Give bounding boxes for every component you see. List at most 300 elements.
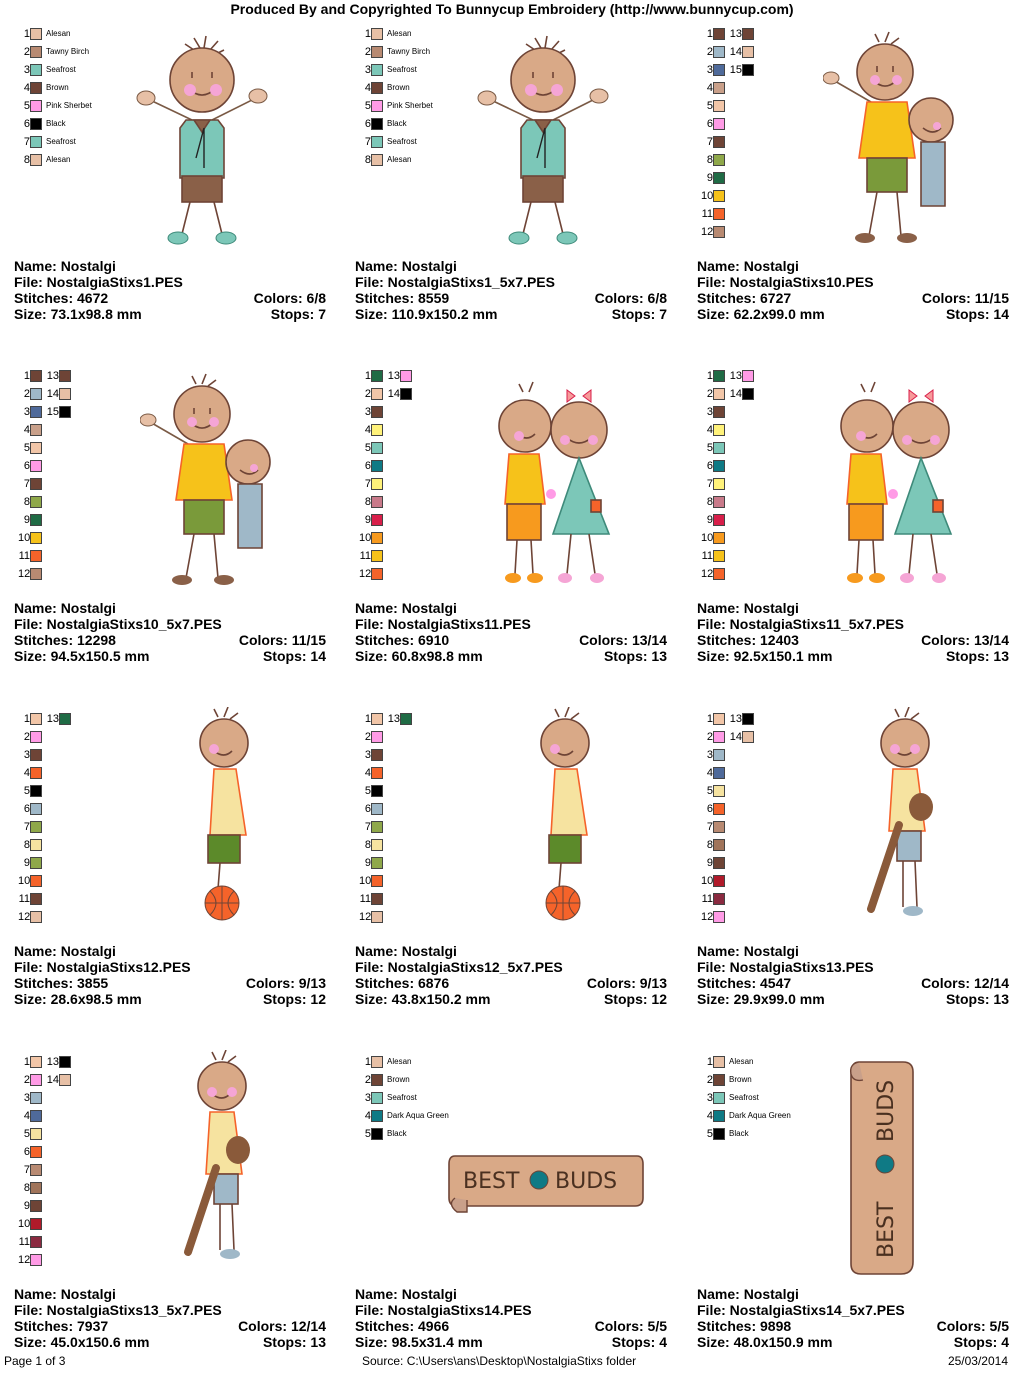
color-number: 14 — [729, 388, 742, 400]
color-number: 5 — [364, 100, 371, 112]
design-artwork — [140, 372, 290, 597]
design-colors: 6/8 — [306, 290, 326, 306]
design-stitches-line — [697, 632, 1009, 648]
color-number: 10 — [701, 875, 714, 887]
design-size-line — [14, 1334, 326, 1350]
color-swatch — [713, 821, 725, 833]
color-swatch — [371, 370, 383, 382]
color-swatch — [30, 731, 42, 743]
design-stitches-line — [355, 975, 667, 991]
color-number: 11 — [701, 893, 713, 905]
color-name: Brown — [46, 83, 69, 92]
color-number: 1 — [706, 28, 713, 40]
color-number: 2 — [706, 731, 713, 743]
color-swatch — [713, 1056, 725, 1068]
color-name: Black — [46, 119, 66, 128]
color-swatch — [30, 424, 42, 436]
size-label: Size: — [697, 991, 734, 1007]
color-swatch — [30, 100, 42, 112]
design-name: Nostalgi — [401, 1286, 457, 1302]
color-number: 7 — [364, 136, 371, 148]
color-number: 5 — [706, 1128, 713, 1140]
color-number: 7 — [706, 821, 713, 833]
design-file-line — [14, 274, 326, 290]
color-number: 3 — [706, 64, 713, 76]
design-name: Nostalgi — [401, 600, 457, 616]
color-swatch — [59, 388, 71, 400]
color-swatch — [713, 857, 725, 869]
design-name: Nostalgi — [60, 1286, 116, 1302]
color-name: Alesan — [729, 1057, 754, 1066]
file-label: File: — [355, 959, 388, 975]
design-name-line — [697, 258, 1009, 274]
color-swatch — [30, 550, 42, 562]
design-artwork — [479, 374, 629, 599]
colors-label: Colors: — [921, 632, 974, 648]
stops-label: Stops: — [603, 991, 652, 1007]
stops-label: Stops: — [953, 1334, 1002, 1350]
color-swatch — [371, 893, 383, 905]
design-artwork — [821, 374, 971, 599]
design-artwork — [176, 1050, 266, 1275]
file-label: File: — [697, 274, 730, 290]
color-number: 15 — [46, 406, 59, 418]
color-number: 12 — [701, 568, 714, 580]
design-colors: 11/15 — [974, 290, 1009, 306]
color-swatch — [713, 460, 725, 472]
color-number: 2 — [706, 1074, 713, 1086]
color-number: 14 — [729, 46, 742, 58]
color-swatch — [30, 1254, 42, 1266]
design-stops: 13 — [310, 1334, 326, 1350]
color-swatch — [59, 713, 71, 725]
color-name: Alesan — [46, 29, 71, 38]
color-swatch — [713, 136, 725, 148]
design-info — [355, 600, 667, 664]
color-swatch — [30, 713, 42, 725]
design-file-line — [697, 1302, 1009, 1318]
design-info — [14, 1286, 326, 1350]
design-name: Nostalgi — [743, 600, 799, 616]
color-number: 6 — [23, 118, 30, 130]
color-swatch — [713, 1074, 725, 1086]
color-swatch — [713, 226, 725, 238]
design-size-line — [14, 306, 326, 322]
design-name-line — [355, 943, 667, 959]
color-number: 13 — [387, 370, 400, 382]
color-name: Black — [729, 1129, 749, 1138]
color-swatch — [742, 388, 754, 400]
design-stitches-line — [355, 1318, 667, 1334]
color-number: 4 — [364, 424, 371, 436]
color-number: 4 — [23, 424, 30, 436]
name-label: Name: — [697, 600, 744, 616]
color-swatch — [713, 478, 725, 490]
color-swatch — [713, 550, 725, 562]
design-file-line — [355, 1302, 667, 1318]
color-number: 8 — [23, 839, 30, 851]
color-number: 14 — [46, 1074, 59, 1086]
color-swatch — [742, 370, 754, 382]
color-swatch — [371, 64, 383, 76]
color-swatch — [713, 100, 725, 112]
color-name: Seafrost — [729, 1093, 759, 1102]
colors-label: Colors: — [594, 290, 648, 306]
design-artwork — [859, 707, 949, 932]
color-number: 5 — [23, 442, 30, 454]
color-swatch — [371, 532, 383, 544]
design-name-line — [697, 600, 1009, 616]
color-swatch — [713, 46, 725, 58]
stitches-label: Stitches: — [355, 975, 419, 991]
color-number: 13 — [729, 28, 742, 40]
color-swatch — [30, 1128, 42, 1140]
color-number: 7 — [706, 478, 713, 490]
color-swatch — [713, 190, 725, 202]
color-number: 11 — [701, 550, 713, 562]
design-file: NostalgiaStixs13.PES — [729, 959, 874, 975]
design-info — [697, 1286, 1009, 1350]
design-colors: 13/14 — [631, 632, 667, 648]
color-swatch — [371, 496, 383, 508]
design-name: Nostalgi — [60, 943, 116, 959]
color-number: 5 — [23, 785, 30, 797]
color-swatch — [713, 370, 725, 382]
design-colors: 13/14 — [973, 632, 1009, 648]
color-swatch — [742, 731, 754, 743]
color-number: 10 — [359, 532, 372, 544]
color-swatch — [713, 64, 725, 76]
design-colors: 5/5 — [989, 1318, 1009, 1334]
stitches-label: Stitches: — [697, 975, 761, 991]
color-number: 12 — [701, 911, 714, 923]
color-swatch — [371, 406, 383, 418]
design-size: 48.0x150.9 mm — [733, 1334, 833, 1350]
color-number: 1 — [364, 1056, 371, 1068]
color-swatch — [371, 460, 383, 472]
design-name-line — [697, 1286, 1009, 1302]
color-swatch — [30, 388, 42, 400]
color-name: Pink Sherbet — [46, 101, 92, 110]
design-file-line — [355, 616, 667, 632]
color-swatch — [30, 46, 42, 58]
design-file: NostalgiaStixs12_5x7.PES — [387, 959, 563, 975]
stops-label: Stops: — [611, 306, 660, 322]
color-swatch — [371, 749, 383, 761]
color-number: 10 — [701, 190, 714, 202]
stops-label: Stops: — [270, 306, 319, 322]
color-swatch — [371, 857, 383, 869]
design-info — [14, 600, 326, 664]
color-name: Brown — [387, 83, 410, 92]
color-swatch — [713, 911, 725, 923]
color-swatch — [371, 1056, 383, 1068]
color-swatch — [400, 388, 412, 400]
color-swatch — [30, 857, 42, 869]
size-label: Size: — [14, 648, 51, 664]
color-swatch — [371, 803, 383, 815]
colors-label: Colors: — [238, 632, 292, 648]
design-name: Nostalgi — [60, 600, 116, 616]
color-number: 12 — [359, 568, 372, 580]
design-colors: 12/14 — [290, 1318, 326, 1334]
color-number: 6 — [706, 803, 713, 815]
name-label: Name: — [697, 258, 744, 274]
size-label: Size: — [697, 1334, 734, 1350]
color-number: 11 — [18, 893, 30, 905]
design-stitches-line — [697, 975, 1009, 991]
color-swatch — [30, 64, 42, 76]
color-swatch — [371, 785, 383, 797]
design-size-line — [697, 1334, 1009, 1350]
design-card — [341, 1050, 682, 1392]
color-swatch — [59, 1074, 71, 1086]
stops-label: Stops: — [945, 306, 994, 322]
design-stitches: 12403 — [760, 632, 799, 648]
design-size-line — [355, 991, 667, 1007]
design-name-line — [355, 600, 667, 616]
color-number: 5 — [364, 442, 371, 454]
color-swatch — [30, 1218, 42, 1230]
color-number: 9 — [23, 1200, 30, 1212]
color-number: 4 — [706, 767, 713, 779]
color-swatch — [371, 478, 383, 490]
color-swatch — [30, 406, 42, 418]
colors-label: Colors: — [253, 290, 307, 306]
stops-label: Stops: — [603, 648, 652, 664]
design-card — [341, 22, 682, 364]
color-swatch — [371, 118, 383, 130]
color-number: 3 — [23, 64, 30, 76]
color-swatch — [30, 136, 42, 148]
color-swatch — [742, 64, 754, 76]
design-stitches-line — [697, 290, 1009, 306]
color-number: 5 — [364, 1128, 371, 1140]
colors-label: Colors: — [921, 975, 974, 991]
color-number: 3 — [23, 749, 30, 761]
print-date: 25/03/2014 — [947, 1354, 1008, 1368]
design-colors: 9/13 — [639, 975, 667, 991]
color-number: 11 — [359, 893, 371, 905]
color-swatch — [713, 172, 725, 184]
color-number: 7 — [23, 478, 30, 490]
color-number: 6 — [23, 1146, 30, 1158]
design-stops: 14 — [993, 306, 1009, 322]
design-artwork — [130, 28, 270, 253]
color-number: 9 — [706, 857, 713, 869]
color-number: 13 — [46, 1056, 59, 1068]
color-number: 3 — [706, 749, 713, 761]
design-stitches: 4966 — [418, 1318, 450, 1334]
design-colors: 11/15 — [291, 632, 326, 648]
design-card — [683, 1050, 1024, 1392]
design-colors: 6/8 — [647, 290, 667, 306]
color-name: Black — [387, 1129, 407, 1138]
colors-label: Colors: — [238, 1318, 291, 1334]
design-artwork — [525, 707, 615, 932]
color-name: Alesan — [387, 1057, 412, 1066]
stitches-label: Stitches: — [14, 975, 78, 991]
design-size-line — [697, 648, 1009, 664]
color-name: Seafrost — [387, 1093, 417, 1102]
color-number: 8 — [23, 496, 30, 508]
color-number: 13 — [387, 713, 400, 725]
color-swatch — [713, 767, 725, 779]
color-swatch — [30, 1200, 42, 1212]
banner-text-left: BEST — [874, 1201, 899, 1258]
color-number: 2 — [364, 1074, 371, 1086]
color-swatch — [713, 893, 725, 905]
design-file-line — [697, 959, 1009, 975]
design-artwork — [471, 28, 611, 253]
design-card — [341, 707, 682, 1049]
color-number: 6 — [706, 460, 713, 472]
design-file-line — [14, 959, 326, 975]
name-label: Name: — [14, 600, 61, 616]
design-card — [341, 364, 682, 706]
color-number: 6 — [23, 803, 30, 815]
color-number: 6 — [23, 460, 30, 472]
design-file: NostalgiaStixs14.PES — [387, 1302, 532, 1318]
color-swatch — [371, 875, 383, 887]
color-swatch — [30, 839, 42, 851]
name-label: Name: — [697, 1286, 744, 1302]
color-number: 1 — [364, 713, 371, 725]
design-stops: 4 — [1001, 1334, 1009, 1350]
color-swatch — [59, 1056, 71, 1068]
color-number: 14 — [387, 388, 400, 400]
file-label: File: — [697, 959, 730, 975]
color-swatch — [30, 911, 42, 923]
design-card — [683, 707, 1024, 1049]
size-label: Size: — [355, 306, 392, 322]
design-info — [697, 258, 1009, 322]
file-label: File: — [355, 274, 388, 290]
color-number: 6 — [364, 803, 371, 815]
color-swatch — [742, 713, 754, 725]
design-stitches-line — [355, 632, 667, 648]
color-swatch — [371, 713, 383, 725]
design-artwork — [447, 1146, 647, 1221]
color-number: 3 — [706, 1092, 713, 1104]
color-number: 2 — [706, 46, 713, 58]
color-swatch — [713, 839, 725, 851]
color-number: 4 — [364, 1110, 371, 1122]
color-number: 13 — [46, 370, 59, 382]
color-number: 5 — [706, 100, 713, 112]
color-number: 5 — [706, 785, 713, 797]
stitches-label: Stitches: — [355, 632, 419, 648]
color-swatch — [713, 82, 725, 94]
color-swatch — [713, 1128, 725, 1140]
stitches-label: Stitches: — [697, 632, 761, 648]
color-swatch — [59, 370, 71, 382]
color-name: Brown — [729, 1075, 752, 1084]
stops-label: Stops: — [611, 1334, 660, 1350]
design-stops: 4 — [659, 1334, 667, 1350]
design-size: 60.8x98.8 mm — [391, 648, 483, 664]
color-swatch — [30, 1182, 42, 1194]
color-swatch — [371, 1128, 383, 1140]
color-number: 8 — [23, 1182, 30, 1194]
color-number: 5 — [706, 442, 713, 454]
color-number: 9 — [364, 857, 371, 869]
name-label: Name: — [697, 943, 744, 959]
file-label: File: — [14, 274, 47, 290]
color-swatch — [30, 1164, 42, 1176]
design-stitches-line — [355, 290, 667, 306]
color-number: 12 — [18, 568, 31, 580]
color-number: 11 — [359, 550, 371, 562]
design-stops: 7 — [318, 306, 326, 322]
source-path: Source: C:\Users\ans\Desktop\NostalgiaStixs folder — [362, 1354, 637, 1368]
stitches-label: Stitches: — [697, 290, 761, 306]
stitches-label: Stitches: — [14, 1318, 78, 1334]
page-number: Page 1 of 3 — [4, 1354, 66, 1368]
color-number: 13 — [729, 370, 742, 382]
color-number: 1 — [23, 1056, 30, 1068]
color-swatch — [371, 100, 383, 112]
name-label: Name: — [355, 1286, 402, 1302]
color-number: 10 — [701, 532, 714, 544]
color-swatch — [371, 46, 383, 58]
design-stitches-line — [14, 632, 326, 648]
color-swatch — [713, 406, 725, 418]
design-name: Nostalgi — [743, 1286, 799, 1302]
design-colors: 5/5 — [647, 1318, 667, 1334]
color-swatch — [30, 1110, 42, 1122]
color-number: 2 — [364, 46, 371, 58]
color-swatch — [713, 803, 725, 815]
design-info — [14, 258, 326, 322]
color-number: 14 — [729, 731, 742, 743]
color-swatch — [30, 82, 42, 94]
design-file-line — [14, 1302, 326, 1318]
color-number: 2 — [23, 388, 30, 400]
color-swatch — [742, 28, 754, 40]
design-name: Nostalgi — [743, 258, 799, 274]
color-name: Seafrost — [46, 137, 76, 146]
color-number: 3 — [364, 1092, 371, 1104]
file-label: File: — [14, 616, 47, 632]
name-label: Name: — [355, 258, 402, 274]
design-card — [0, 1050, 341, 1392]
color-number: 14 — [46, 388, 59, 400]
color-swatch — [713, 749, 725, 761]
color-swatch — [30, 749, 42, 761]
color-swatch — [713, 424, 725, 436]
name-label: Name: — [355, 943, 402, 959]
color-name: Seafrost — [387, 65, 417, 74]
design-info — [355, 258, 667, 322]
design-info — [697, 943, 1009, 1007]
color-swatch — [713, 28, 725, 40]
color-swatch — [713, 731, 725, 743]
color-number: 8 — [706, 154, 713, 166]
color-swatch — [371, 550, 383, 562]
color-number: 4 — [364, 82, 371, 94]
color-number: 11 — [18, 1236, 30, 1248]
design-artwork — [845, 1052, 925, 1287]
color-swatch — [713, 154, 725, 166]
color-swatch — [30, 785, 42, 797]
color-number: 13 — [729, 713, 742, 725]
design-file: NostalgiaStixs14_5x7.PES — [729, 1302, 905, 1318]
size-label: Size: — [355, 1334, 392, 1350]
color-name: Alesan — [387, 29, 412, 38]
color-number: 8 — [364, 839, 371, 851]
color-number: 10 — [18, 875, 31, 887]
